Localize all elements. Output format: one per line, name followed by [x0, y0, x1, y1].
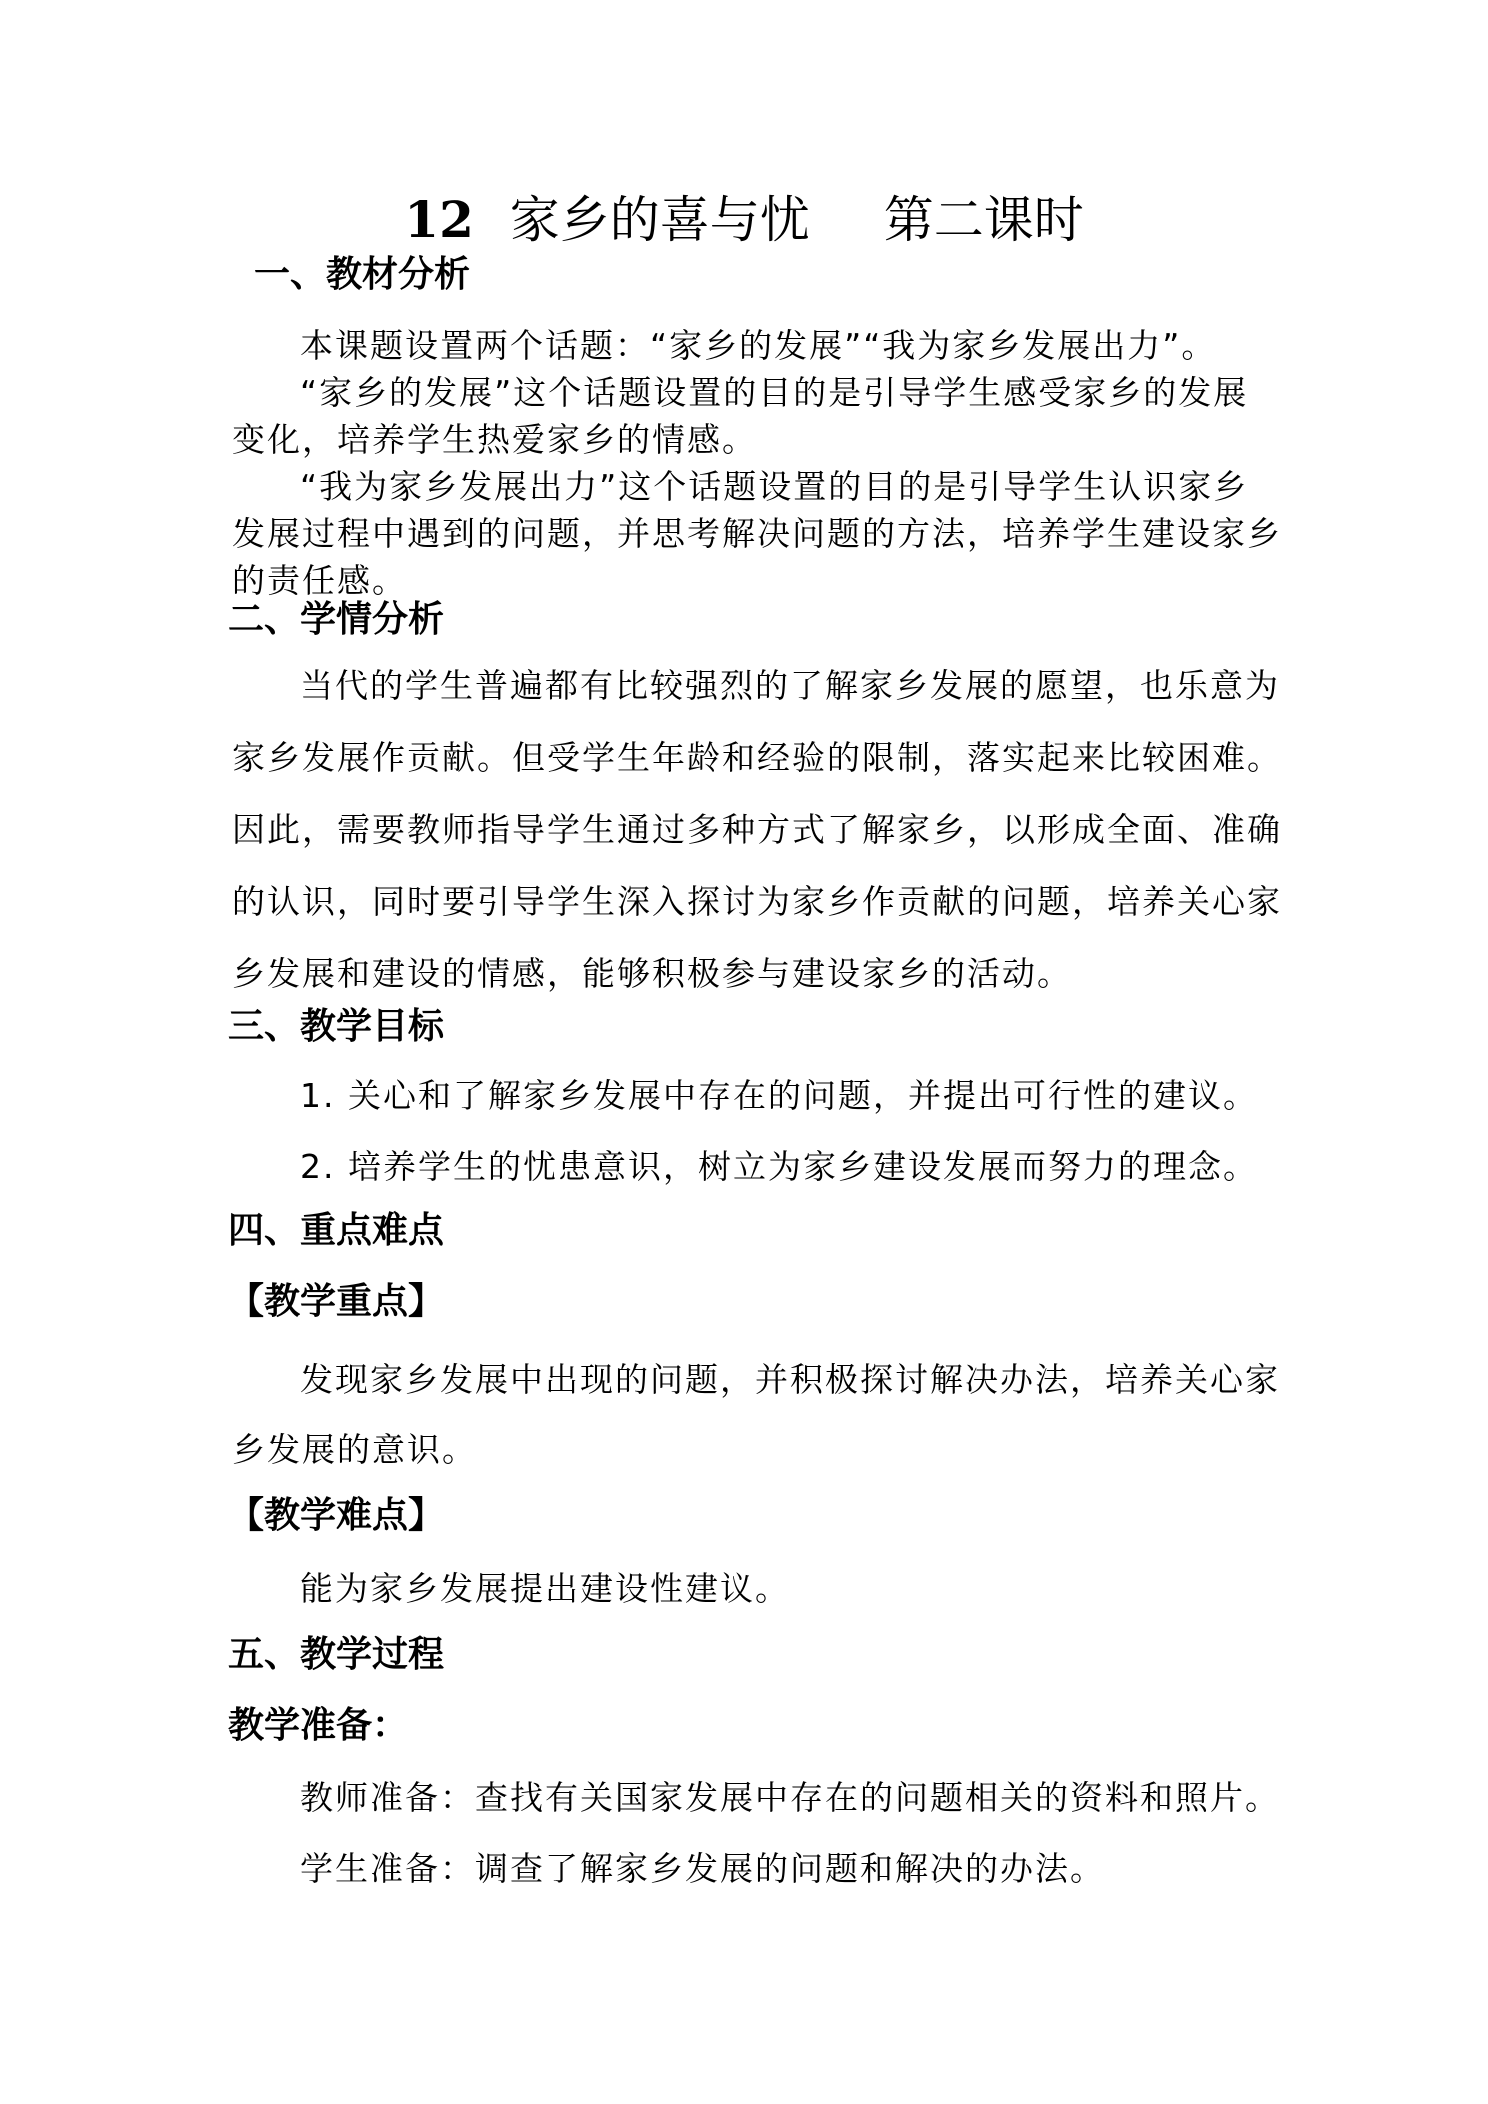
section-heading-key-difficult-points: 四、重点难点 — [228, 1210, 445, 1251]
lesson-subtitle: 第二课时 — [883, 191, 1084, 249]
lesson-number: 12 — [404, 190, 474, 249]
paragraph-line: 发现家乡发展中出现的问题，并积极探讨解决办法，培养关心家 — [300, 1360, 1280, 1399]
section-heading-teaching-process: 五、教学过程 — [228, 1634, 445, 1675]
page-title — [0, 190, 1488, 250]
section-heading-student-analysis: 二、学情分析 — [228, 599, 445, 640]
lesson-title: 家乡的喜与忧 — [509, 191, 810, 249]
paragraph-line: “我为家乡发展出力”这个话题设置的目的是引导学生认识家乡 — [300, 467, 1249, 506]
section-heading-teaching-goals: 三、教学目标 — [228, 1006, 445, 1047]
paragraph-line: “家乡的发展”这个话题设置的目的是引导学生感受家乡的发展 — [300, 373, 1249, 412]
difficult-points-label: 【教学难点】 — [228, 1495, 445, 1536]
goal-item: 2. 培养学生的忧患意识，树立为家乡建设发展而努力的理念。 — [300, 1147, 1258, 1186]
paragraph-line: 教师准备：查找有关国家发展中存在的问题相关的资料和照片。 — [300, 1778, 1280, 1817]
paragraph-line: 学生准备：调查了解家乡发展的问题和解决的办法。 — [300, 1849, 1105, 1888]
goal-item: 1. 关心和了解家乡发展中存在的问题，并提出可行性的建议。 — [300, 1076, 1258, 1115]
key-points-label: 【教学重点】 — [228, 1281, 445, 1322]
paragraph-line: 变化，培养学生热爱家乡的情感。 — [232, 420, 757, 459]
paragraph-line: 因此，需要教师指导学生通过多种方式了解家乡，以形成全面、准确 — [232, 810, 1282, 849]
paragraph-line: 能为家乡发展提出建设性建议。 — [300, 1569, 790, 1608]
paragraph-line: 当代的学生普遍都有比较强烈的了解家乡发展的愿望，也乐意为 — [300, 666, 1280, 705]
paragraph-line: 本课题设置两个话题：“家乡的发展”“我为家乡发展出力”。 — [300, 326, 1217, 365]
teaching-preparation-label: 教学准备： — [228, 1705, 409, 1746]
paragraph-line: 的认识，同时要引导学生深入探讨为家乡作贡献的问题，培养关心家 — [232, 882, 1282, 921]
paragraph-line: 家乡发展作贡献。但受学生年龄和经验的限制，落实起来比较困难。 — [232, 738, 1282, 777]
paragraph-line: 的责任感。 — [232, 561, 407, 600]
section-heading-textbook-analysis: 一、教材分析 — [254, 254, 471, 295]
paragraph-line: 乡发展和建设的情感，能够积极参与建设家乡的活动。 — [232, 954, 1072, 993]
paragraph-line: 发展过程中遇到的问题，并思考解决问题的方法，培养学生建设家乡 — [232, 514, 1282, 553]
paragraph-line: 乡发展的意识。 — [232, 1430, 477, 1469]
